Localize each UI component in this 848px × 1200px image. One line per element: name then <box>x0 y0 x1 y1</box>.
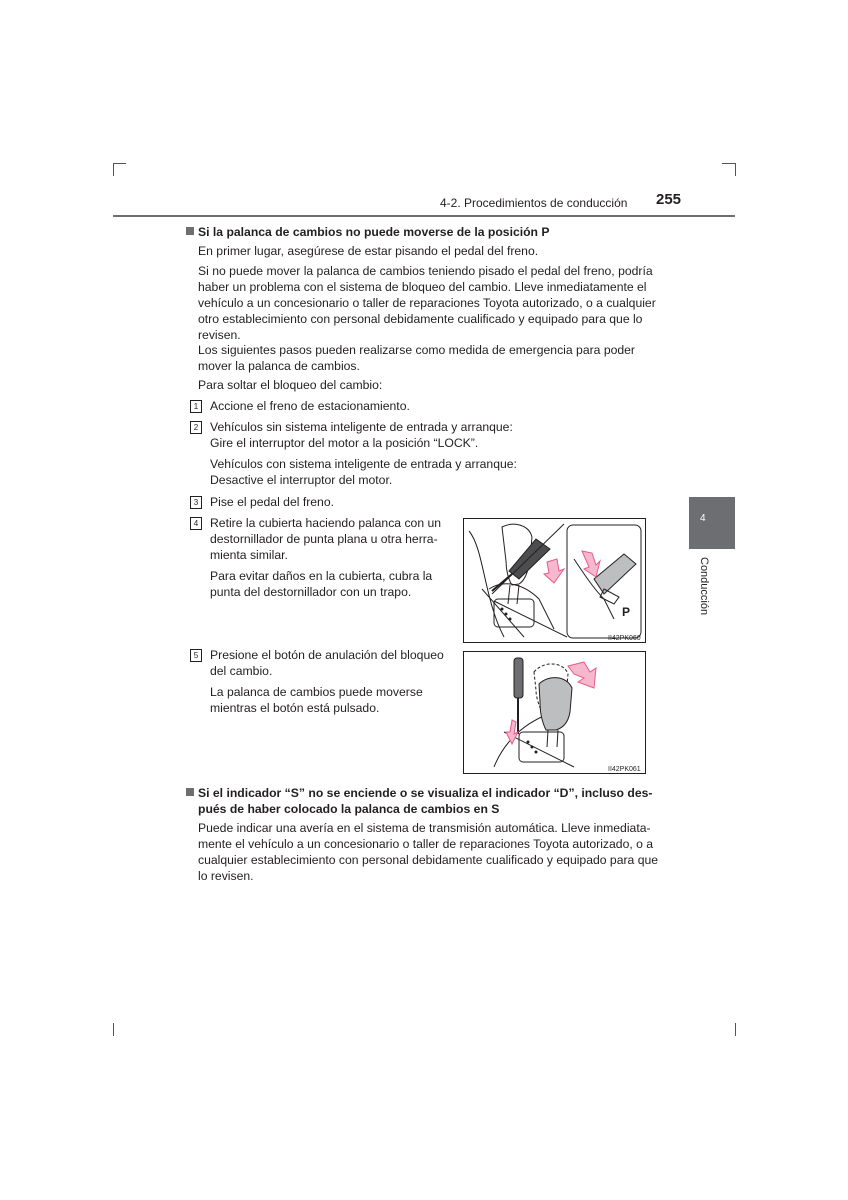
section-title-text: Si la palanca de cambios no puede moverse de la posición P <box>198 225 550 239</box>
crop-mark-bottom-left <box>113 1023 114 1036</box>
square-bullet-icon <box>186 788 194 796</box>
text-line: punta del destornillador con un trapo. <box>210 585 412 599</box>
text-line: mover la palanca de cambios. <box>198 359 360 373</box>
step-text: Pise el pedal del freno. <box>210 495 334 509</box>
section-title-line <box>186 785 661 801</box>
section-title-p-position <box>186 224 661 240</box>
crop-mark-top-right-h <box>722 163 735 164</box>
text-line: Los siguientes pasos pueden realizarse como medida de emergencia para poder <box>198 343 635 357</box>
shift-override-illustration <box>464 652 645 773</box>
step-number-badge: 3 <box>190 496 202 509</box>
crop-mark-top-left-h <box>113 163 126 164</box>
text-line: Retire la cubierta haciendo palanca con un <box>210 516 442 530</box>
step-4 <box>190 515 450 605</box>
text-line: lo revisen. <box>198 869 254 883</box>
text-line: Vehículos sin sistema inteligente de entrada y arranque: <box>210 420 513 434</box>
step-number-badge: 1 <box>190 400 202 413</box>
square-bullet-icon <box>186 227 194 235</box>
step-number-badge: 4 <box>190 517 202 530</box>
paragraph-shift-lock-problem <box>198 263 659 343</box>
step-text <box>210 419 517 488</box>
step-number-badge: 5 <box>190 649 202 662</box>
step-text: Accione el freno de estacionamiento. <box>210 399 410 413</box>
chapter-label <box>696 557 712 627</box>
text-line: La palanca de cambios puede moverse <box>210 685 423 699</box>
text-line: otro establecimiento con personal debidamente cualificado y equipado para que lo <box>198 312 643 326</box>
text-line: Vehículos con sistema inteligente de entrada y arranque: <box>210 457 517 471</box>
pry-arrow-icon <box>544 559 564 583</box>
paragraph-release-intro: Para soltar el bloqueo del cambio: <box>198 378 383 392</box>
step-number-badge: 2 <box>190 421 202 434</box>
text-line: mientras el botón está pulsado. <box>210 701 380 715</box>
text-line: Gire el interruptor del motor a la posición “LOCK”. <box>210 436 479 450</box>
step-5 <box>190 647 450 719</box>
text-line: Presione el botón de anulación del bloqueo <box>210 648 444 662</box>
text-line: Si no puede mover la palanca de cambios teniendo pisado el pedal del freno, podría <box>198 264 653 278</box>
section-title-text: Si el indicador “S” no se enciende o se visualiza el indicador “D”, incluso des- <box>198 786 653 800</box>
shift-lever-cover-illustration <box>464 519 645 642</box>
crop-mark-top-right-v <box>735 163 736 176</box>
paragraph-emergency-steps <box>198 342 659 374</box>
paragraph-transmission-fault <box>198 820 659 884</box>
crop-mark-bottom-right <box>735 1023 736 1036</box>
chapter-number: 4 <box>700 513 706 524</box>
paragraph-brake-first: En primer lugar, asegúrese de estar pisando el pedal del freno. <box>198 244 539 258</box>
figure-press-override <box>463 651 646 774</box>
text-line: haber un problema con el sistema de bloqueo del cambio. Lleve inmediatamente el <box>198 280 647 294</box>
text-line: del cambio. <box>210 664 273 678</box>
step-text <box>210 515 448 600</box>
step-1 <box>190 398 590 416</box>
chapter-label-text: Conducción <box>698 557 710 616</box>
figure-code: II42PK061 <box>608 766 641 773</box>
text-line: cualquier establecimiento con personal debidamente cualificado y equipado para que <box>198 853 659 867</box>
crop-mark-top-left-v <box>113 163 114 176</box>
chapter-tab <box>689 497 735 549</box>
text-line: destornillador de punta plana u otra herra- <box>210 532 438 546</box>
text-line: Puede indicar una avería en el sistema de transmisión automática. Lleve inmediata- <box>198 821 651 835</box>
move-arrow-icon <box>568 662 596 688</box>
step-2 <box>190 419 590 489</box>
text-line: Desactive el interruptor del motor. <box>210 473 393 487</box>
text-line: revisen. <box>198 328 241 342</box>
section-title-s-indicator <box>186 785 661 817</box>
text-line: mente el vehículo a un concesionario o taller de reparaciones Toyota autorizado, o a <box>198 837 654 851</box>
park-letter: P <box>622 605 631 619</box>
page-number: 255 <box>656 191 682 208</box>
text-line: mienta similar. <box>210 548 288 562</box>
figure-code: II42PK060 <box>608 635 641 642</box>
step-3 <box>190 494 590 512</box>
step-text <box>210 647 448 716</box>
text-line: Para evitar daños en la cubierta, cubra la <box>210 569 433 583</box>
header-rule <box>113 215 735 217</box>
text-line: vehículo a un concesionario o taller de reparaciones Toyota autorizado, o a cualquier <box>198 296 656 310</box>
press-arrow-icon <box>506 720 518 744</box>
figure-remove-cover <box>463 518 646 643</box>
inset-arrow-icon <box>582 551 600 577</box>
running-header: 4-2. Procedimientos de conducción <box>440 196 628 210</box>
section-title-line: pués de haber colocado la palanca de cambios en S <box>198 802 500 816</box>
